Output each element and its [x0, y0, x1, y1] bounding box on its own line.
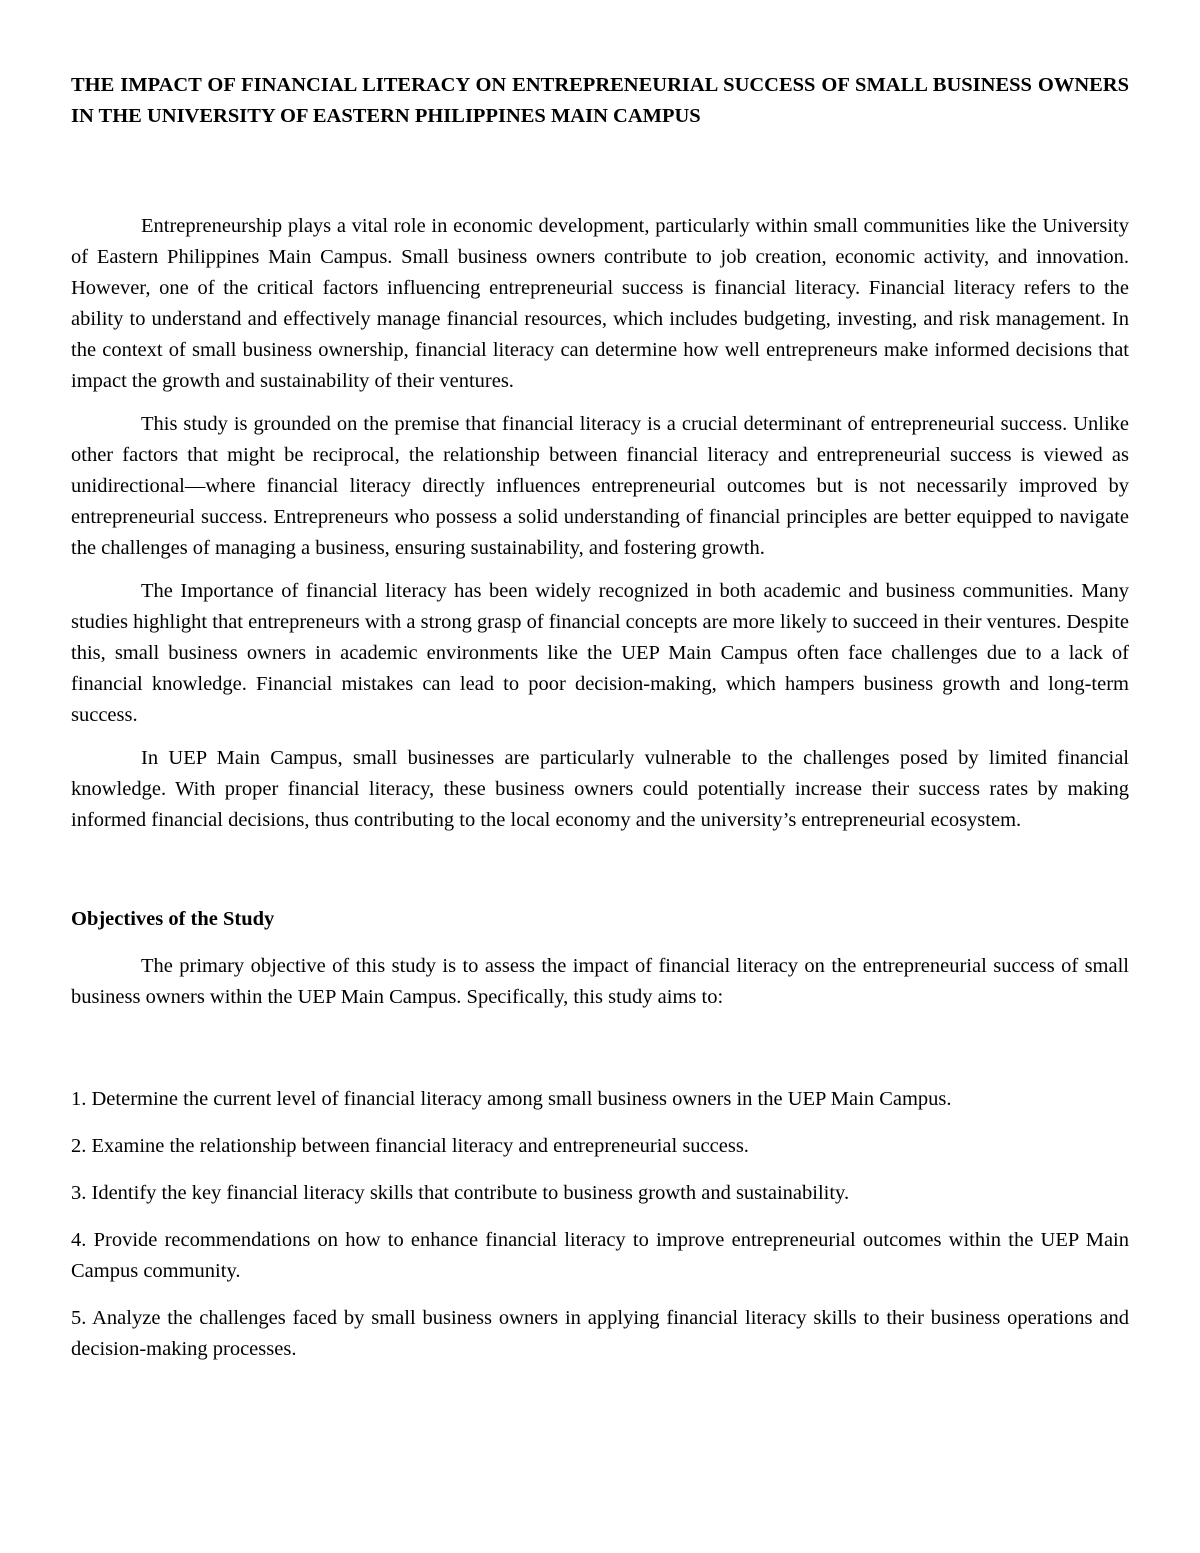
- document-title: THE IMPACT OF FINANCIAL LITERACY ON ENTREPRENEURIAL SUCCESS OF SMALL BUSINESS OWNERS IN THE UNIVERSITY OF EASTERN PHILIPPINES MAIN CAMPUS: [71, 74, 1129, 127]
- list-item: 1. Determine the current level of financial literacy among small business owners in the UEP Main Campus.: [71, 1088, 952, 1110]
- list-item: 4. Provide recommendations on how to enhance financial literacy to improve entrepreneurial outcomes within the UEP Main Campus community.: [71, 1229, 1129, 1282]
- objectives-list: [71, 1084, 1129, 1365]
- list-item: 5. Analyze the challenges faced by small business owners in applying financial literacy skills to their business operations and decision-making processes.: [71, 1307, 1129, 1360]
- objectives-intro: The primary objective of this study is to assess the impact of financial literacy on the entrepreneurial success of small business owners within the UEP Main Campus. Specifically, this study aims to:: [71, 955, 1129, 1008]
- body-paragraph: The Importance of financial literacy has been widely recognized in both academic and business communities. Many studies highlight that entrepreneurs with a strong grasp of financial concepts are more likely to succeed in their ventures. Despite this, small business owners in academic environments like the UEP Main Campus often face challenges due to a lack of financial knowledge. Financial mistakes can lead to poor decision-making, which hampers business growth and long-term success.: [71, 580, 1129, 726]
- list-item: 2. Examine the relationship between financial literacy and entrepreneurial success.: [71, 1135, 749, 1157]
- document-page: [71, 70, 1129, 1381]
- list-item: 3. Identify the key financial literacy skills that contribute to business growth and sustainability.: [71, 1182, 850, 1204]
- section-heading: Objectives of the Study: [71, 908, 275, 930]
- body-paragraph: Entrepreneurship plays a vital role in economic development, particularly within small communities like the University of Eastern Philippines Main Campus. Small business owners contribute to job creation, economic activity, and innovation. However, one of the critical factors influencing entrepreneurial success is financial literacy. Financial literacy refers to the ability to understand and effectively manage financial resources, which includes budgeting, investing, and risk management. In the context of small business ownership, financial literacy can determine how well entrepreneurs make informed decisions that impact the growth and sustainability of their ventures.: [71, 215, 1129, 392]
- body-paragraph: In UEP Main Campus, small businesses are particularly vulnerable to the challenges posed by limited financial knowledge. With proper financial literacy, these business owners could potentially increase their success rates by making informed financial decisions, thus contributing to the local economy and the university’s entrepreneurial ecosystem.: [71, 747, 1129, 831]
- body-paragraph: This study is grounded on the premise that financial literacy is a crucial determinant of entrepreneurial success. Unlike other factors that might be reciprocal, the relationship between financial literacy and entrepreneurial success is viewed as unidirectional—where financial literacy directly influences entrepreneurial outcomes but is not necessarily improved by entrepreneurial success. Entrepreneurs who possess a solid understanding of financial principles are better equipped to navigate the challenges of managing a business, ensuring sustainability, and fostering growth.: [71, 413, 1129, 559]
